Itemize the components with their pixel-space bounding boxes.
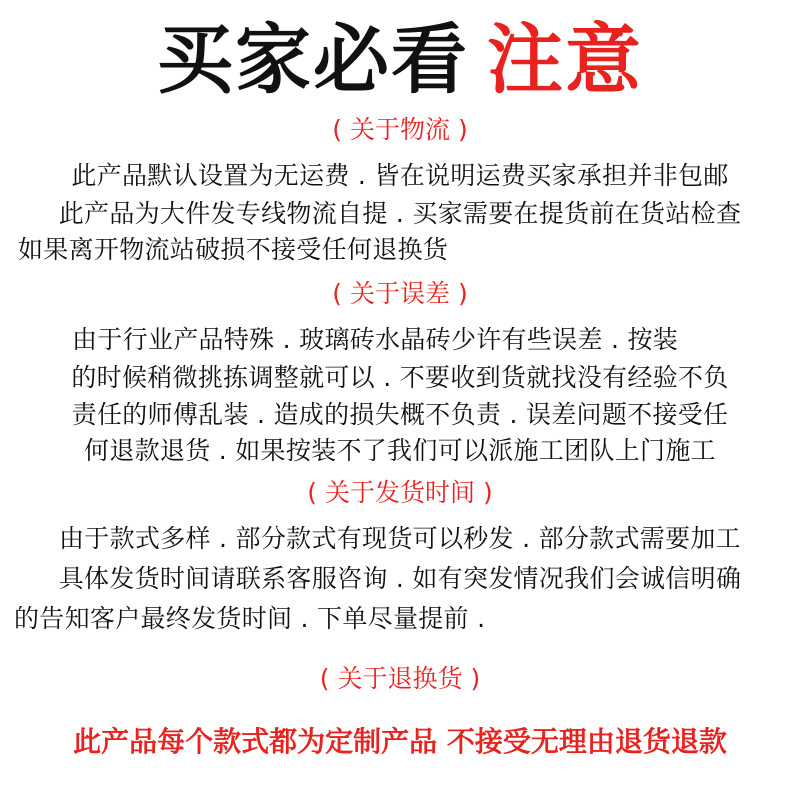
logistics-line-2: 此产品为大件发专线物流自提 . 买家需要在提货前在货站检查 bbox=[58, 199, 742, 228]
shipping-line-2: 具体发货时间请联系客服咨询 . 如有突发情况我们会诚信明确 bbox=[58, 564, 742, 593]
heading-shipping-time: ( 关于发货时间 ) bbox=[307, 478, 493, 507]
tolerance-line-4: 何退款退货 . 如果按装不了我们可以派施工团队上门施工 bbox=[84, 436, 716, 465]
heading-tolerance: ( 关于误差 ) bbox=[332, 279, 468, 308]
shipping-line-3: 的告知客户最终发货时间 . 下单尽量提前 . bbox=[14, 604, 486, 633]
tolerance-line-3: 责任的师傅乱装 . 造成的损失概不负责 . 误差问题不接受任 bbox=[71, 400, 729, 429]
title-black-text: 买家必看 bbox=[157, 15, 469, 104]
returns-notice: 此产品每个款式都为定制产品 不接受无理由退货退款 bbox=[73, 725, 727, 758]
tolerance-line-1: 由于行业产品特殊 . 玻璃砖水晶砖少许有些误差 . 按装 bbox=[72, 325, 679, 354]
page-title bbox=[0, 14, 800, 106]
tolerance-line-2: 的时候稍微挑拣调整就可以 . 不要收到货就找没有经验不负 bbox=[71, 363, 729, 392]
title-red-text: 注意 bbox=[487, 15, 643, 104]
heading-logistics: ( 关于物流 ) bbox=[332, 115, 468, 144]
logistics-line-1: 此产品默认设置为无运费 . 皆在说明运费买家承担并非包邮 bbox=[71, 161, 729, 190]
shipping-line-1: 由于款式多样 . 部分款式有现货可以秒发 . 部分款式需要加工 bbox=[59, 524, 741, 553]
logistics-line-3: 如果离开物流站破损不接受任何退换货 bbox=[18, 235, 449, 264]
heading-returns: ( 关于退换货 ) bbox=[319, 664, 481, 693]
